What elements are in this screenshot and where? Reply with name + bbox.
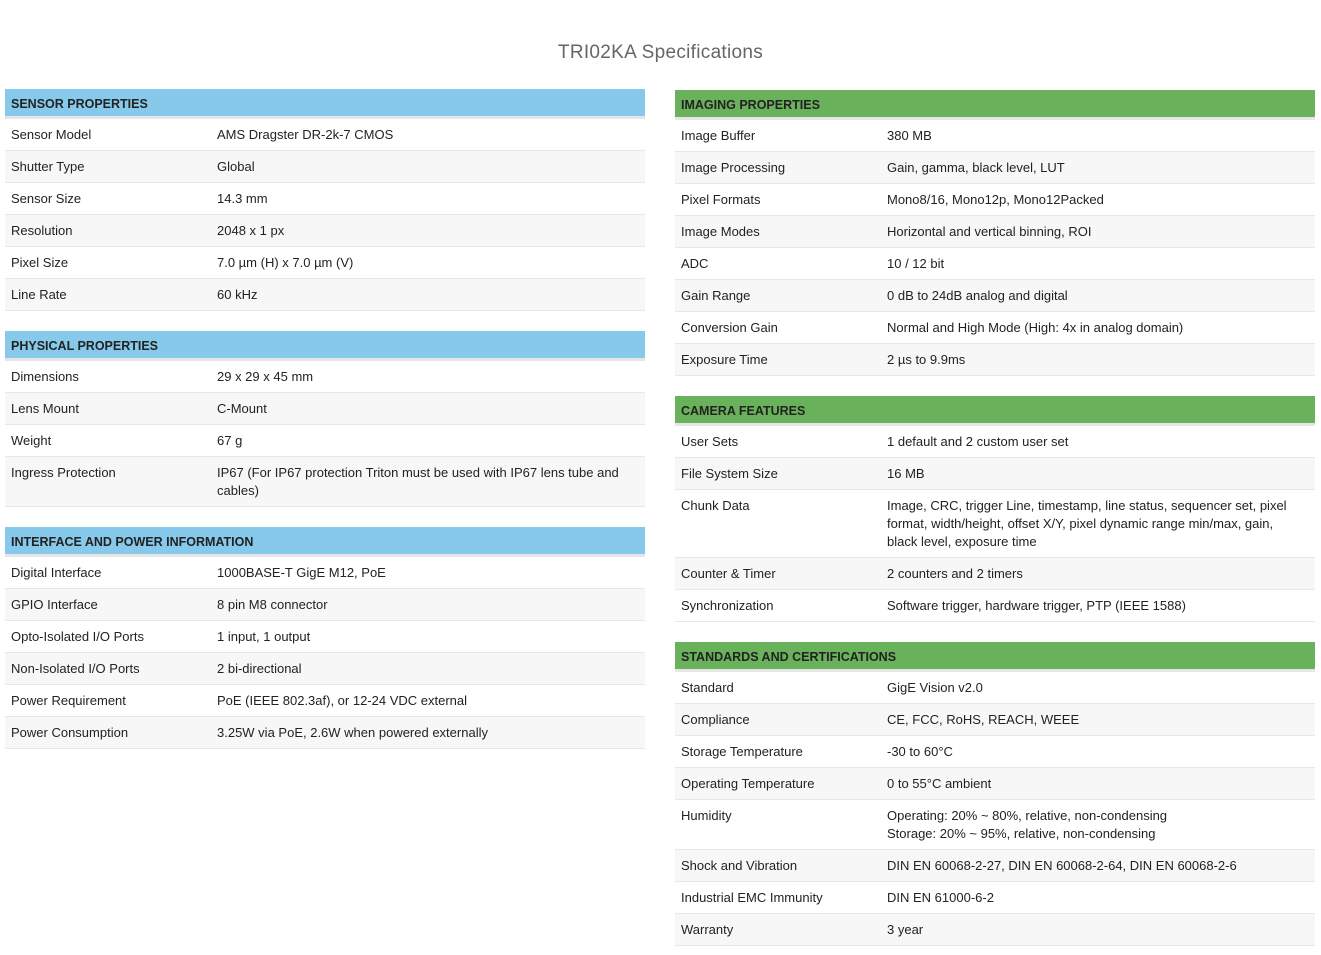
spec-label: Standard	[681, 680, 734, 695]
spec-value: 14.3 mm	[217, 191, 268, 206]
spec-row-counter-timer	[675, 558, 1315, 590]
section-heading: IMAGING PROPERTIES	[675, 90, 1315, 120]
section-physical-properties	[5, 331, 645, 507]
page-title: TRI02KA Specifications	[557, 42, 764, 63]
spec-value: -30 to 60°C	[887, 744, 953, 759]
spec-label: Resolution	[11, 223, 73, 238]
spec-row-ingress-protection	[5, 457, 645, 507]
spec-label: Image Buffer	[681, 128, 756, 143]
spec-row-conversion-gain	[675, 312, 1315, 344]
spec-row-image-modes	[675, 216, 1315, 248]
spec-value: 16 MB	[887, 466, 925, 481]
spec-row-synchronization	[675, 590, 1315, 622]
spec-row-adc	[675, 248, 1315, 280]
section-heading: STANDARDS AND CERTIFICATIONS	[675, 642, 1315, 672]
spec-value: 2048 x 1 px	[217, 223, 285, 238]
spec-label: Humidity	[681, 808, 732, 823]
spec-row-pixel-size	[5, 247, 645, 279]
spec-label: ADC	[681, 256, 709, 271]
spec-row-line-rate	[5, 279, 645, 311]
spec-label: Digital Interface	[11, 565, 102, 580]
spec-row-weight	[5, 425, 645, 457]
spec-row-image-buffer	[675, 120, 1315, 152]
spec-label: Power Consumption	[11, 725, 129, 740]
spec-label: Industrial EMC Immunity	[681, 890, 823, 905]
spec-label: Compliance	[681, 712, 750, 727]
spec-label: File System Size	[681, 466, 778, 481]
spec-row-gain-range	[675, 280, 1315, 312]
spec-value: 3.25W via PoE, 2.6W when powered externally	[217, 725, 488, 740]
spec-value: 0 dB to 24dB analog and digital	[887, 288, 1068, 303]
spec-value: Operating: 20% ~ 80%, relative, non-condensing Storage: 20% ~ 95%, relative, non-condensing	[887, 808, 1168, 841]
spec-label: Storage Temperature	[681, 744, 803, 759]
spec-label: Sensor Model	[11, 127, 92, 142]
spec-label: Opto-Isolated I/O Ports	[11, 629, 144, 644]
spec-row-standard	[675, 672, 1315, 704]
spec-value: Software trigger, hardware trigger, PTP (IEEE 1588)	[887, 598, 1186, 613]
spec-row-shock-and-vibration	[675, 850, 1315, 882]
section-heading: SENSOR PROPERTIES	[5, 89, 645, 119]
spec-row-file-system-size	[675, 458, 1315, 490]
spec-label: Image Modes	[681, 224, 760, 239]
spec-value: CE, FCC, RoHS, REACH, WEEE	[887, 712, 1080, 727]
spec-value: 2 counters and 2 timers	[887, 566, 1023, 581]
spec-label: Lens Mount	[11, 401, 79, 416]
section-interface-and-power-information	[5, 527, 645, 749]
spec-row-dimensions	[5, 361, 645, 393]
spec-row-power-consumption	[5, 717, 645, 749]
spec-row-chunk-data	[675, 490, 1315, 558]
spec-value: Mono8/16, Mono12p, Mono12Packed	[887, 192, 1104, 207]
spec-value: 29 x 29 x 45 mm	[217, 369, 314, 384]
spec-label: Gain Range	[681, 288, 751, 303]
spec-value: 2 µs to 9.9ms	[887, 352, 966, 367]
spec-label: Power Requirement	[11, 693, 126, 708]
spec-value: 380 MB	[887, 128, 932, 143]
spec-value: 3 year	[887, 922, 924, 937]
spec-label: Sensor Size	[11, 191, 82, 206]
spec-row-lens-mount	[5, 393, 645, 425]
spec-label: Operating Temperature	[681, 776, 815, 791]
spec-label: Pixel Formats	[681, 192, 761, 207]
spec-value: DIN EN 61000-6-2	[887, 890, 994, 905]
spec-label: GPIO Interface	[11, 597, 98, 612]
spec-row-warranty	[675, 914, 1315, 946]
spec-value: 10 / 12 bit	[887, 256, 945, 271]
spec-label: Shock and Vibration	[681, 858, 798, 873]
spec-value: 60 kHz	[217, 287, 258, 302]
spec-label: Counter & Timer	[681, 566, 776, 581]
spec-label: Chunk Data	[681, 498, 750, 513]
spec-label: Synchronization	[681, 598, 774, 613]
spec-row-gpio-interface	[5, 589, 645, 621]
spec-row-pixel-formats	[675, 184, 1315, 216]
spec-label: Weight	[11, 433, 52, 448]
spec-row-operating-temperature	[675, 768, 1315, 800]
section-sensor-properties	[5, 89, 645, 311]
section-heading: PHYSICAL PROPERTIES	[5, 331, 645, 361]
spec-value: 7.0 µm (H) x 7.0 µm (V)	[217, 255, 354, 270]
spec-value: 67 g	[217, 433, 243, 448]
spec-value: AMS Dragster DR-2k-7 CMOS	[217, 127, 394, 142]
left-column	[5, 89, 645, 769]
spec-value: 2 bi-directional	[217, 661, 302, 676]
spec-label: User Sets	[681, 434, 739, 449]
spec-value: GigE Vision v2.0	[887, 680, 983, 695]
spec-value: Horizontal and vertical binning, ROI	[887, 224, 1092, 239]
spec-label: Dimensions	[11, 369, 79, 384]
spec-value: Global	[217, 159, 255, 174]
spec-value: 1000BASE-T GigE M12, PoE	[217, 565, 386, 580]
spec-label: Conversion Gain	[681, 320, 778, 335]
spec-value: 1 input, 1 output	[217, 629, 311, 644]
spec-label: Line Rate	[11, 287, 67, 302]
spec-row-compliance	[675, 704, 1315, 736]
spec-value: 8 pin M8 connector	[217, 597, 328, 612]
spec-row-digital-interface	[5, 557, 645, 589]
spec-row-opto-isolated-i-o-ports	[5, 621, 645, 653]
spec-value: 0 to 55°C ambient	[887, 776, 992, 791]
spec-value: Gain, gamma, black level, LUT	[887, 160, 1065, 175]
spec-row-resolution	[5, 215, 645, 247]
section-standards-and-certifications	[675, 642, 1315, 946]
spec-value: Image, CRC, trigger Line, timestamp, line status, sequencer set, pixel format, width/height, offset X/Y, pixel dynamic range min/max, gain, black level, exposure time	[887, 498, 1287, 549]
spec-value: IP67 (For IP67 protection Triton must be used with IP67 lens tube and cables)	[217, 465, 619, 498]
spec-row-power-requirement	[5, 685, 645, 717]
spec-row-humidity	[675, 800, 1315, 850]
section-imaging-properties	[675, 90, 1315, 376]
spec-row-storage-temperature	[675, 736, 1315, 768]
spec-value: C-Mount	[217, 401, 267, 416]
spec-label: Ingress Protection	[11, 465, 116, 480]
spec-value: 1 default and 2 custom user set	[887, 434, 1069, 449]
spec-label: Non-Isolated I/O Ports	[11, 661, 140, 676]
spec-label: Warranty	[681, 922, 734, 937]
spec-label: Pixel Size	[11, 255, 69, 270]
spec-label: Exposure Time	[681, 352, 768, 367]
spec-value: PoE (IEEE 802.3af), or 12-24 VDC external	[217, 693, 468, 708]
spec-row-exposure-time	[675, 344, 1315, 376]
spec-row-sensor-size	[5, 183, 645, 215]
spec-row-industrial-emc-immunity	[675, 882, 1315, 914]
spec-value: Normal and High Mode (High: 4x in analog domain)	[887, 320, 1184, 335]
section-camera-features	[675, 396, 1315, 622]
spec-row-non-isolated-i-o-ports	[5, 653, 645, 685]
spec-value: DIN EN 60068-2-27, DIN EN 60068-2-64, DIN EN 60068-2-6	[887, 858, 1237, 873]
spec-label: Shutter Type	[11, 159, 85, 174]
right-column	[675, 90, 1315, 955]
spec-row-image-processing	[675, 152, 1315, 184]
section-heading: CAMERA FEATURES	[675, 396, 1315, 426]
spec-label: Image Processing	[681, 160, 786, 175]
section-heading: INTERFACE AND POWER INFORMATION	[5, 527, 645, 557]
spec-row-user-sets	[675, 426, 1315, 458]
spec-row-sensor-model	[5, 119, 645, 151]
spec-row-shutter-type	[5, 151, 645, 183]
